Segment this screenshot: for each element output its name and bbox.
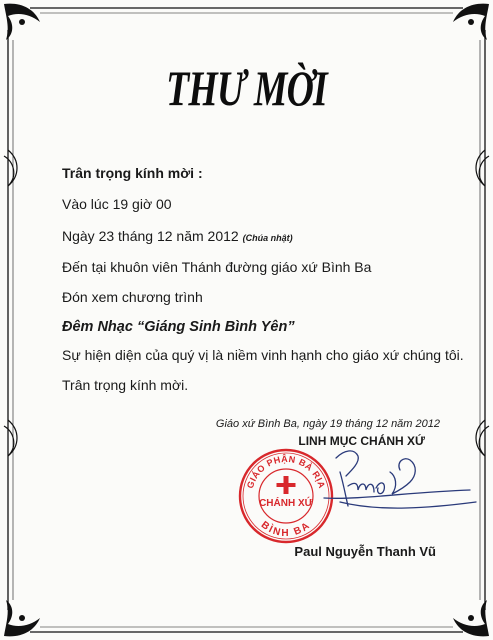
svg-text:CHÁNH XỨ: CHÁNH XỨ (259, 498, 313, 509)
corner-ornament-top-right-icon (453, 4, 489, 40)
corner-ornament-top-left-icon (4, 4, 40, 40)
svg-text:GIÁO PHẬN BÀ RỊA: GIÁO PHẬN BÀ RỊA (244, 453, 328, 490)
date-line (62, 228, 293, 244)
page-title: THƯ MỜI (166, 60, 327, 117)
concert-title: Đêm Nhạc “Giáng Sinh Bình Yên” (62, 319, 295, 335)
priest-name-text: Paul Nguyễn Thanh Vũ (294, 544, 436, 559)
honor-text: Sự hiện diện của quý vị là niềm vinh hạnh cho giáo xứ chúng tôi. (62, 347, 464, 363)
priest-role-text: LINH MỤC CHÁNH XỨ (298, 434, 425, 448)
greeting-text: Trân trọng kính mời : (62, 165, 203, 181)
handwritten-signature (300, 442, 480, 522)
place-date-text: Giáo xứ Bình Ba, ngày 19 tháng 12 năm 2012 (215, 418, 440, 430)
location-text: Đến tại khuôn viên Thánh đường giáo xứ Bình Ba (62, 259, 372, 275)
date-note: (Chúa nhật) (242, 233, 293, 243)
flourish-right-icon (476, 150, 489, 456)
program-intro-text: Đón xem chương trình (62, 289, 203, 305)
date-text: Ngày 23 tháng 12 năm 2012 (62, 228, 239, 244)
time-text: Vào lúc 19 giờ 00 (62, 196, 172, 212)
closing-text: Trân trọng kính mời. (62, 377, 189, 393)
corner-ornament-bottom-left-icon (4, 600, 40, 636)
corner-ornament-bottom-right-icon (453, 600, 489, 636)
svg-text:BÌNH BA: BÌNH BA (258, 519, 314, 539)
cross-icon (277, 476, 296, 494)
flourish-left-icon (4, 150, 17, 456)
